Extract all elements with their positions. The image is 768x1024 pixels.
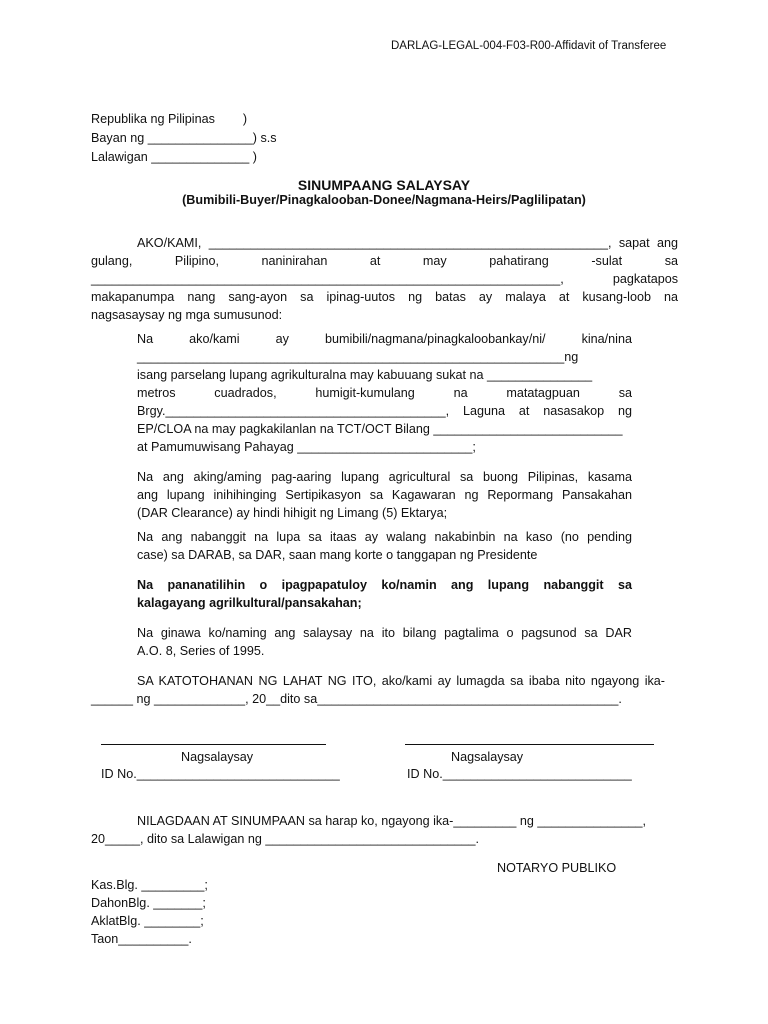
attest-line-2: ______ ng _____________, 20__dito sa___________________________________________.: [91, 692, 622, 706]
intro-line-5: nagsasaysay ng mga sumusunod:: [91, 308, 283, 322]
caption-republika: Republika ng Pilipinas ): [91, 112, 248, 126]
para4-line-1: Na pananatilihin o ipagpapatuloy ko/namin ang lupang nabanggit sa: [137, 578, 632, 592]
signatory-label-left: Nagsalaysay: [181, 750, 254, 764]
para5-line-2: A.O. 8, Series of 1995.: [137, 644, 265, 658]
signatory-id-left: ID No._____________________________: [101, 767, 340, 781]
jurat-line-1: NILAGDAAN AT SINUMPAAN sa harap ko, ngayong ika-_________ ng _______________,: [137, 814, 646, 828]
notary-label: NOTARYO PUBLIKO: [497, 861, 617, 875]
intro-line-1: AKO/KAMI, _________________________________________________________, sapat ang: [137, 236, 678, 250]
signatory-label-right: Nagsalaysay: [451, 750, 524, 764]
para1-line-1: Na ako/kami ay bumibili/nagmana/pinagkaloobankay/ni/ kina/nina: [137, 332, 632, 346]
para5-line-1: Na ginawa ko/naming ang salaysay na ito bilang pagtalima o pagsunod sa DAR: [137, 626, 632, 640]
para3-line-1: Na ang nabanggit na lupa sa itaas ay walang nakabinbin na kaso (no pending: [137, 530, 632, 544]
registry-dahon-blg: DahonBlg. _______;: [91, 896, 206, 910]
intro-line-2: gulang, Pilipino, naninirahan at may pahatirang -sulat sa: [91, 254, 678, 268]
registry-aklat-blg: AklatBlg. ________;: [91, 914, 204, 928]
intro-line-3: ___________________________________________________________________, pagkatapos: [91, 272, 678, 286]
document-title: SINUMPAANG SALAYSAY: [297, 177, 471, 193]
attest-line-1: SA KATOTOHANAN NG LAHAT NG ITO, ako/kami ay lumagda sa ibaba nito ngayong ika-: [137, 674, 665, 688]
para3-line-2: case) sa DARAB, sa DAR, saan mang korte o tanggapan ng Presidente: [137, 548, 538, 562]
caption-lalawigan: Lalawigan ______________ ): [91, 150, 257, 164]
para1-line-4: metros cuadrados, humigit-kumulang na matatagpuan sa: [137, 386, 632, 400]
para1-line-2: _____________________________________________________________ng: [137, 350, 579, 364]
para1-line-5: Brgy.________________________________________, Laguna at nasasakop ng: [137, 404, 632, 418]
signature-line-left: [101, 744, 326, 745]
signature-line-right: [405, 744, 654, 745]
registry-taon: Taon__________.: [91, 932, 192, 946]
caption-bayan: Bayan ng _______________) s.s: [91, 131, 277, 145]
para1-line-6: EP/CLOA na may pagkakilanlan na TCT/OCT Bilang ___________________________: [137, 422, 623, 436]
para1-line-7: at Pamumuwisang Pahayag _________________________;: [137, 440, 476, 454]
intro-line-4: makapanumpa nang sang-ayon sa ipinag-uutos ng batas ay malaya at kusang-loob na: [91, 290, 678, 304]
registry-kas-blg: Kas.Blg. _________;: [91, 878, 208, 892]
para2-line-2: ang lupang inihihinging Sertipikasyon sa Kagawaran ng Repormang Pansakahan: [137, 488, 632, 502]
para4-line-2: kalagayang agrilkultural/pansakahan;: [137, 596, 362, 610]
jurat-line-2: 20_____, dito sa Lalawigan ng ______________________________.: [91, 832, 479, 846]
document-code: DARLAG-LEGAL-004-F03-R00-Affidavit of Transferee: [391, 40, 667, 52]
para2-line-3: (DAR Clearance) ay hindi hihigit ng Limang (5) Ektarya;: [137, 506, 448, 520]
para2-line-1: Na ang aking/aming pag-aaring lupang agricultural sa buong Pilipinas, kasama: [137, 470, 632, 484]
subtitle-text: (Bumibili-Buyer/Pinagkalooban-Donee/Nagmana-Heirs/Paglilipatan): [182, 193, 586, 207]
para1-line-3: isang parselang lupang agrikulturalna may kabuuang sukat na _______________: [137, 368, 593, 382]
document-subtitle: [0, 193, 768, 207]
signatory-id-right: ID No.___________________________: [407, 767, 632, 781]
